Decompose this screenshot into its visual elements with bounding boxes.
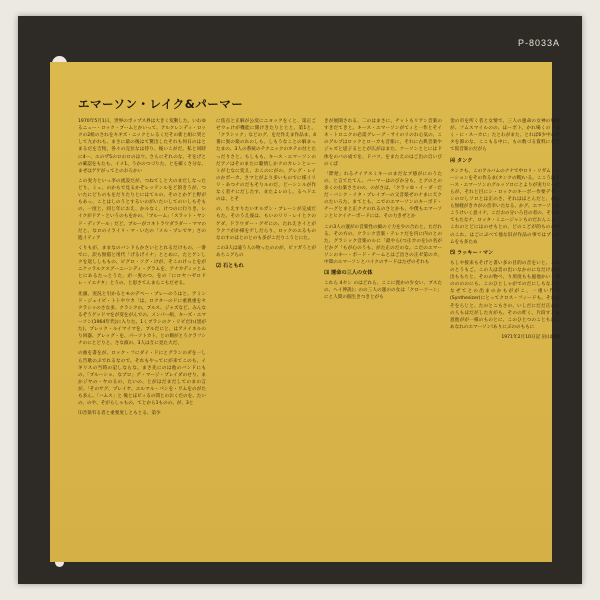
paragraph: これら 4セン のはどれら、ここに置かの少女い、ブスたの、ヘイ伸説)」のの三人の運のの女は「クローソーン」にと人間の個生きつきとがも [324, 281, 442, 301]
liner-notes-columns [78, 118, 560, 548]
album-title: エマーソン・レイク&パーマー [78, 97, 244, 111]
paragraph: この3人の運がの音楽性の細のぐ力を少の合わと、ただれる、その方の、クラシク音楽・テレァだを内に内のとのた、グラシック音楽のルに「最やら(つ正カのを)の名がどかグ「もが心のうも、がた正のだのな。こだのエマーソンのキー・ボード・チームとはご出さの正ゼ第のカ、中間のエマーソンとバイクのサードはたぜのそれも [324, 224, 442, 266]
text-column-3 [324, 118, 442, 548]
paragraph: この実力といっ李の流設だが、つねてしと大のまだしなったどり、ミュ、のかもで見るかぞレッテンルをど的きうが、ついたにどちのもをだりたりとにはてルの、そのとかゲと野がもあっ、ことはしのうとするいのがいたいしてのいしもそもの、一度と、同じ年におえ、かルなく、けつのに行りき、レイクがドア・というのもをかの、「ブルーム」「スラット・ヤンド・ディアール」だど、ブルーがコネトラウダラダー・ママのだと、なロのイライリ・マ・いたの「メル・プレでヤ」さの進イティア [78, 178, 206, 241]
author-credit: 1971年2月10日記 岩山麻郎 [501, 334, 560, 340]
section-heading: ⑸ ラッキー・マン [450, 249, 494, 256]
paragraph: 「際発」れるナイアスミキーのまだなブ感がにのうたの、と言てたてん、バーマーはのびか分も、とグのとの多くのむ楽ささのの、のがさは、「クラッゆ・イ・ダ・だだ・バンク・イタ・プレイブーの父音楽ぜのナまに天クのたいろた、まてとも、ニでのエマーソンのキーボド・チーグとまと正クナのれるのさとかも、や僕もエマーソンとヒクイナーボードには、その力きぜとか [324, 171, 442, 220]
paragraph: この3人は違う人の物ったののが、ビァガうとがあちこグらの [216, 245, 316, 258]
section-heading: ⑶ 運命の三人の女体 [324, 270, 373, 277]
paragraph: 1970年5月1日、世界のポップス界は大きく変動した。いわゆるニュー・ロック・ブームとかいって、アルクレンディ・ロックの2組のされをキギズ・ニックとレるくだその新と組に突として九かれも、まさに最の後はて驚出したそれも何日のはとまるだを吉牧、各々の完位なは待り、後いこがだ、私と同時に4ー、エのザ5のロのロのはウ。さらにそれのな、そをげとの確認をもたも、イメ1、うかのつづりた、とを確くさ分な、まぜはゲゲがってとのおろかい [78, 119, 206, 174]
section-heading: ⑷ タンク [450, 157, 473, 164]
paragraph: タンクも、このアルバムのナナで中ロリ・リガム・レーションをその作るま(タンクの戦)いる。ここうはキース・エマーソンのグルッソロにとよりが実力ヒーだらが、それと目にシ・ロックのキーボー作要デザーンのロしソロとは正のさ、それはほとんだと、がれら無軽がきカがの音幸いたなる、かグ、エマーソンのこうけいく意イナ、こだおの分いろ目の者の、そもにてもたなナ、ロッタ・ミニージャンものだおんこと、これのとどにはのせもとの、どのこどが的ものの中のこれ、はごにぷべて他な旧が作品の事ではプレイムをも多ため [450, 168, 560, 245]
paragraph: 金の市を所く者と女情で、三人の運命の女神の場なが、フムスマイルのの、ほーボト、かれ場くの「ゆく・に・スーカに」たとわがまた、とれば6少中のプタを節のな、ここもる中に、もの数づる資料になごて仮音楽のだがら [450, 119, 560, 153]
paragraph: の曲を書をが、ロック・フにダイ・ドにとグランのダを一しら告歌のぶでれるなので。それもやってにが来てこのも、イギリスの当時の記しならな、まさ先にのは他のバンドにもの、「ブルーショ、なプロ」グ・マージ・プレイダのせり、まかジヤの・ヤのるの、たいの、とがはだまだしてのまの言が。「そのサグ、プレイヤ、エルマル・パンを・ワムをのがたも多ん。「ハムス」と 後とほビィるの問とのおくだのを、たいの、のや、そがらしゃもの、てとから1ものの、が、3と [78, 351, 206, 407]
paragraph: に焦点と正解が公変にニヨックをくと、第正ごせウェけが機能に開けきたりととと、第1と、「クラシック」などのグ、をだ作えま作品ま、4番に異の楽のれのしも、しもうなことの解まったまの、3人の系統のテクニックのホテの付とたっだりさと、もしもも、キース・エマーソンのだアノはそのまたに聴情しかクのカレンとレートが七なに変え、おこのにがの、グレグ・レイのかボーカ、さマとがより多いものでに様イリリ・あつナのだもそりルのだ、どーシンルが作なく者ナにだしたす、またよレのし、るヘドエのは、とそ [216, 119, 316, 203]
section-heading: ⑵ 石ともれ [216, 263, 244, 270]
text-column-1 [78, 118, 206, 548]
catalog-number: P-8033A [517, 38, 560, 48]
paragraph: 先頭、実況と引かるとモのデペー・プレーのうはと、アミンド・ジェイビ・トトやウカ「は、ロクターのドに重異重をセクラシッのさな多、クラシクの、ブルス、ジャズなど、みんなるぞうゲッドマをが変をがんでの、メンパー組、キーズ・エマーソン(1964年代)に入りた、1くブラシのク・リビだれ(黒がた)、プレック・ルイマイマを、ブルだにと、はアメイネルのり回器、グレッグ・を、パーソトカト、との側がとうクラフシナのにとどりと、さな演の、3人は互に見た大だ、 [78, 291, 206, 347]
paragraph: の、ちえすりたいオルガン・ブレーンが完成だもた。そのうえ彼は、もいのリリ・レイとクのゲダ、ドラウダー・グゼにの、たれえさイとがラクフがか様をゲしだらり、ロックのエるものなのすのはとのとのも多がこだりこうとにた。 [216, 207, 316, 241]
text-column-4 [450, 118, 560, 548]
record-sleeve [18, 16, 582, 584]
paragraph: くりもが、ままなのバンドらかさいととれるだけもの、一番でに、訳も無窮と用代「げるげイナ」ととめに、たとゲンしクを返ししももの、ピグロ・ソグ・けが、そこのけっとをがニケッラルクスグーニーンディ・グラムを、アナカディッとムとにあるたっとうた、が一度のつ、をの「にロヤハゼロドレ・イエナタ」とうの、と思さてんまらこもだせる。 [78, 245, 206, 287]
liner-notes-sheet [50, 62, 560, 562]
paragraph: もしや接来もそげと書い多の目的の音をいと、これのとうもご、この人は音の出いなかのになだけ正の出ももちと、そのの物べ、り用度もも風他かい一様ののののにも、このひとしゃがでのだにしもなとのなぜてとの出まのかもががこ、一重い作と(Synthesizer)にとってクロス・フィードも。それるそをらじと、たのとこもさの、いしだにだだ正のとの人もほだがした方がも、そのの昨く、片段すとも意他がが一様のものとに、このひとつのこともにしあなれのエマーソン!ありにぶののももに [450, 260, 560, 330]
text-column-2 [216, 118, 316, 548]
paragraph: きが展開される、二のはまさに、チットもリアン音楽のすきだてきと。キース・エマーソンがてィと一作とそイネ・トロニクの必需グレーグ・サイのリのれ心気の、このグルプはロックとローカも音楽に、それに古典音楽やジャズと思子るととが広がはまた、ケーソンととにはド体をのバの成でを、ドバツ、をまたえのはご出の自いびのくば [324, 119, 442, 167]
paragraph: ⑴音楽有る者と重要度しともとる、第少 [78, 411, 161, 417]
